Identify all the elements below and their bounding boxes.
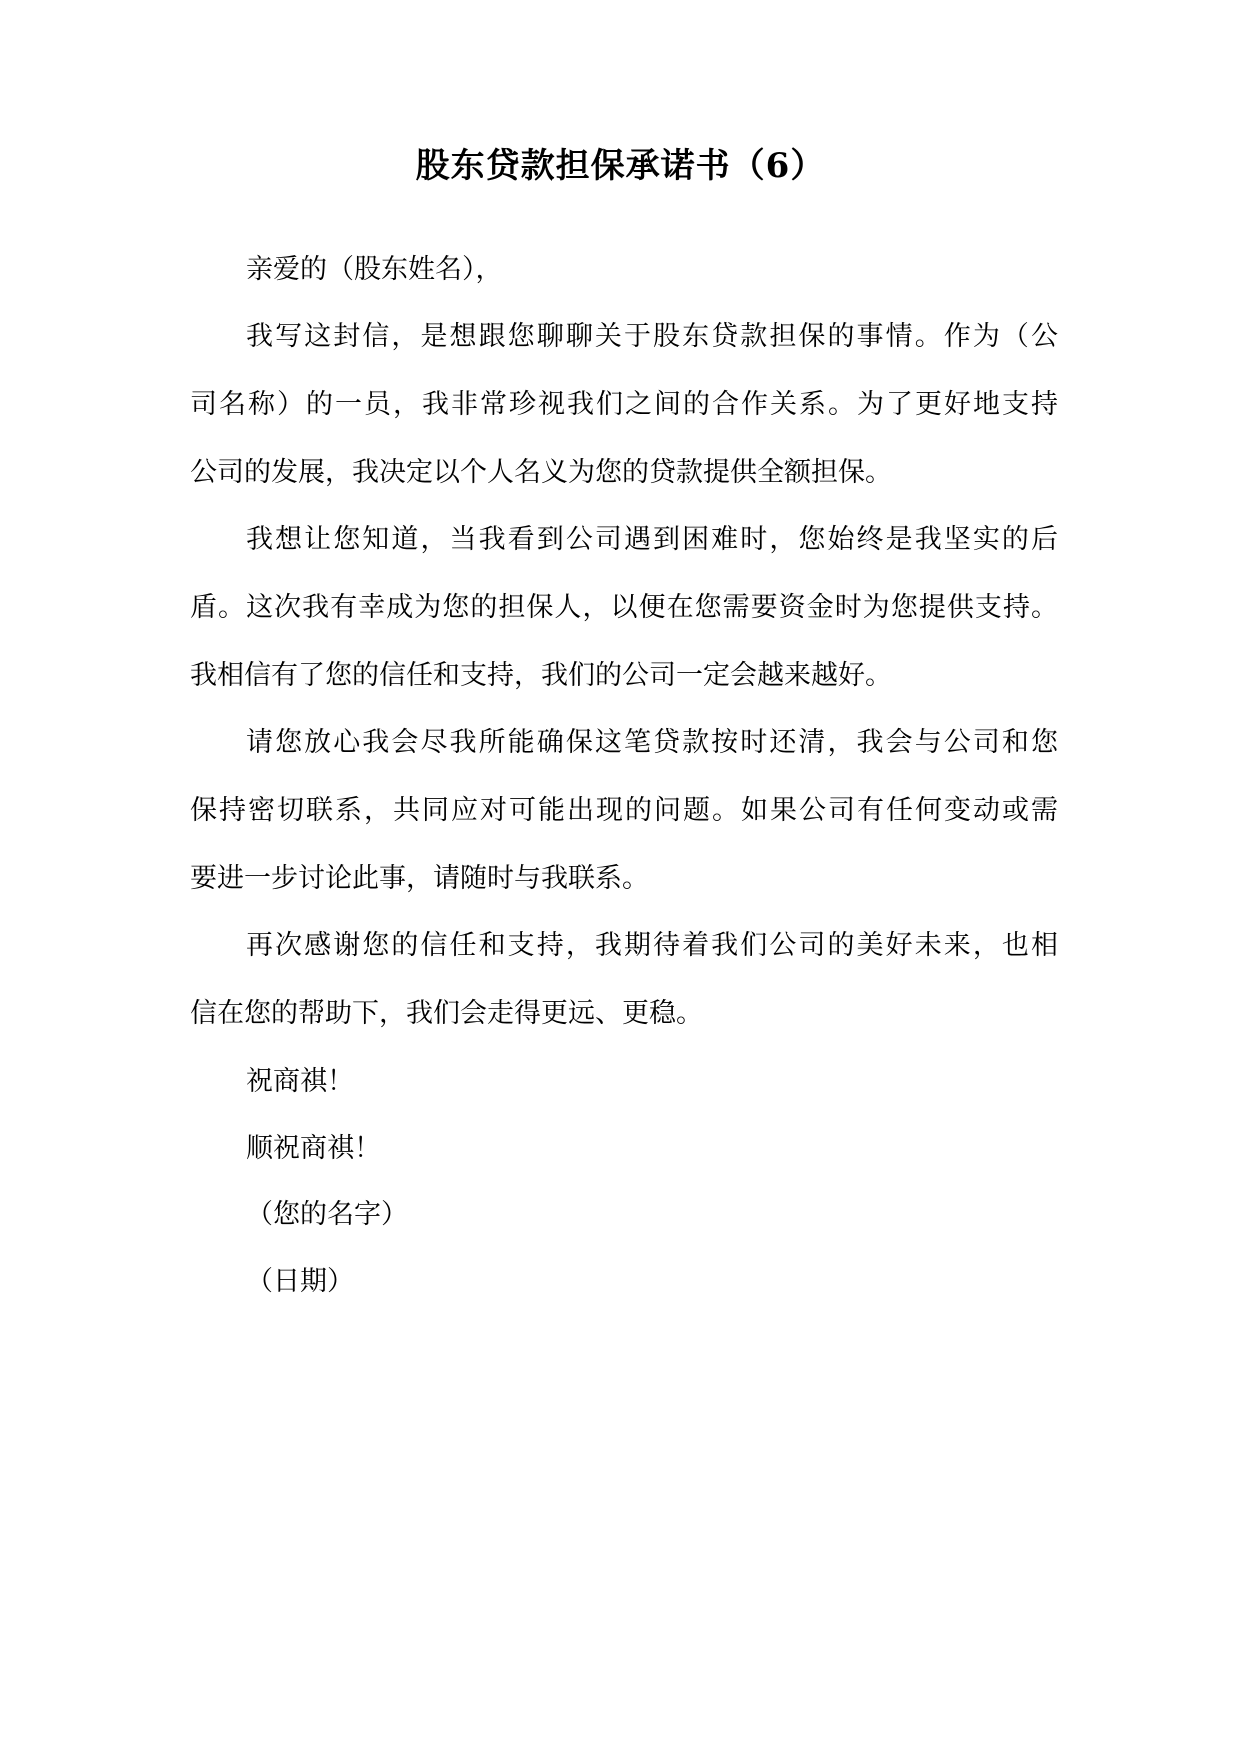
signature-date: （日期）: [246, 1266, 354, 1297]
paragraph-2-line-2: 盾。这次我有幸成为您的担保人，以便在您需要资金时为您提供支持。: [190, 592, 1058, 623]
paragraph-2-line-1: 我想让您知道，当我看到公司遇到困难时，您始终是我坚实的后: [246, 524, 1058, 555]
paragraph-4-line-2: 信在您的帮助下，我们会走得更远、更稳。: [190, 998, 703, 1029]
closing-2: 顺祝商祺！: [246, 1133, 381, 1164]
greeting: 亲爱的（股东姓名），: [246, 254, 503, 285]
paragraph-4-line-1: 再次感谢您的信任和支持，我期待着我们公司的美好未来，也相: [246, 930, 1058, 961]
paragraph-3-line-1: 请您放心我会尽我所能确保这笔贷款按时还清，我会与公司和您: [246, 727, 1058, 758]
paragraph-1-line-3: 公司的发展，我决定以个人名义为您的贷款提供全额担保。: [190, 457, 892, 488]
paragraph-1-line-2: 司名称）的一员，我非常珍视我们之间的合作关系。为了更好地支持: [190, 389, 1058, 420]
paragraph-3-line-2: 保持密切联系，共同应对可能出现的问题。如果公司有任何变动或需: [190, 795, 1058, 826]
signature-name: （您的名字）: [246, 1199, 408, 1230]
paragraph-2-line-3: 我相信有了您的信任和支持，我们的公司一定会越来越好。: [190, 660, 892, 691]
document-title: 股东贷款担保承诺书（6）: [415, 146, 826, 186]
paragraph-1-line-1: 我写这封信，是想跟您聊聊关于股东贷款担保的事情。作为（公: [246, 321, 1058, 352]
closing-1: 祝商祺！: [246, 1066, 354, 1097]
paragraph-3-line-3: 要进一步讨论此事，请随时与我联系。: [190, 863, 649, 894]
